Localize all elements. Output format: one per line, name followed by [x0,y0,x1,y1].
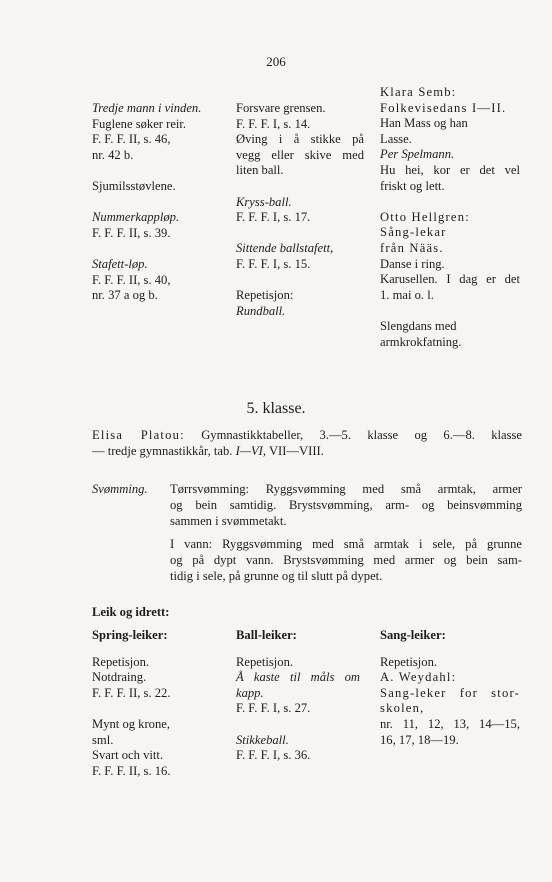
text-line: 16, 17, 18—19. [380,732,459,747]
text-line: Han Mass og han [380,116,468,131]
text-line: Hu hei, kor er det vel [380,162,520,177]
text-line: F. F. F. I, s. 14. [236,116,311,131]
spacer [236,273,364,289]
text-line: Tredje mann i vinden. [92,101,202,115]
spring-leiker-heading: Spring-leiker: [92,628,168,642]
reference-title: Gymnastikktabeller, 3.—5. klasse og 6.—8. klasse [201,428,523,442]
reference-line2: — tredje gymnastikkår, tab. [92,443,236,458]
reference-line2-end: VII—VIII. [266,443,324,458]
text-line: Folkevisedans I—II. [380,100,507,115]
reference-author: Elisa Platou: [92,428,185,442]
text-line: Sittende ballstafett, [236,241,334,256]
spacer [92,195,226,211]
text-line: kapp. [236,685,264,700]
games-column-1 [92,628,226,779]
text-line: Per Spelmann. [380,147,455,162]
text-line: 1. mai o. l. [380,287,434,302]
text-line: Forsvare grensen. [236,101,326,115]
text-line: F. F. F. II, s. 46, [92,132,171,147]
ball-leiker-heading: Ball-leiker: [236,628,297,642]
text-line: Nummerkappløp. [92,210,180,225]
swimming-paragraph-1 [170,482,522,529]
games-title: Leik og idrett: [92,605,170,619]
text-line: nr. 42 b. [92,147,134,162]
text-line: Stikkeball. [236,732,289,747]
text-line: från Nääs. [380,240,444,255]
text-line: Notdraing. [92,670,147,685]
sang-leiker-heading: Sang-leiker: [380,628,446,642]
text-line: vegg eller skive med [236,147,364,162]
text-line: Slengdans med [380,318,457,333]
page-number: 206 [266,54,286,69]
paragraph-line: og bein samtidig. Brystsvømming, arm- og beinsvømming [170,497,522,512]
text-line: Danse i ring. [380,256,445,271]
text-line: Repetisjon. [92,654,150,669]
swimming-paragraph-2 [170,537,522,584]
paragraph-line: Tørrsvømming: Ryggsvømming med små armtak, armer [170,482,522,496]
text-line: Sjumilsstøvlene. [92,178,176,193]
text-line: F. F. F. II, s. 39. [92,225,171,240]
text-line: F. F. F. I, s. 27. [236,701,311,716]
text-line: nr. 37 a og b. [92,288,158,303]
text-line: Stafett-løp. [92,256,148,271]
text-line: Karusellen. I dag er det [380,272,520,287]
games-column-2 [236,628,360,764]
text-line: Å kaste til måls om [236,670,360,685]
reference [92,428,522,460]
top-column-1 [92,101,226,304]
paragraph-line: I vann: Ryggsvømming med små armtak i sele, på grunne [170,537,522,551]
spacer [236,717,360,733]
text-line: Repetisjon. [380,654,438,669]
text-line: F. F. F. II, s. 40, [92,272,171,287]
text-line: Rundball. [236,303,286,318]
text-line: nr. 11, 12, 13, 14—15, [380,716,520,731]
text-line: sml. [92,732,114,747]
paragraph-line: og på dypt vann. Brystsvømming med armer og bein sam- [170,552,522,567]
spacer [92,163,226,179]
section-heading: 5. klasse. [246,400,306,417]
paragraph-line: sammen i svømmetakt. [170,513,287,528]
top-column-2 [236,101,364,319]
spacer [92,241,226,257]
spacer [236,179,364,195]
text-line: Otto Hellgren: [380,209,470,224]
text-line: Repetisjon. [236,654,294,669]
text-line: liten ball. [236,163,284,178]
top-column-3 [380,85,520,350]
swimming-label: Svømming. [92,482,148,496]
text-line: Øving i å stikke på [236,132,364,147]
text-line: Repetisjon: [236,288,294,303]
spacer [380,303,520,319]
text-line: Klara Semb: [380,85,457,99]
text-line: Kryss-ball. [236,194,292,209]
text-line: Lasse. [380,131,412,146]
spacer [236,226,364,242]
text-line: Sång-lekar [380,225,447,240]
text-line: Svart och vitt. [92,748,164,763]
text-line: F. F. F. II, s. 22. [92,685,171,700]
text-line: skolen, [380,701,425,716]
games-column-3 [380,628,520,748]
text-line: Mynt og krone, [92,716,171,731]
text-line: armkrokfatning. [380,334,462,349]
text-line: F. F. F. I, s. 15. [236,256,311,271]
paragraph-line: tidig i sele, på grunne og til slutt på dypet. [170,568,383,583]
reference-tables-italic: I—VI, [235,443,267,458]
text-line: friskt og lett. [380,178,445,193]
spacer [92,701,226,717]
text-line: F. F. F. I, s. 36. [236,748,311,763]
text-line: F. F. F. II, s. 16. [92,763,171,778]
spacer [380,194,520,210]
text-line: Sang-leker for stor- [380,685,520,700]
text-line: F. F. F. I, s. 17. [236,210,311,225]
text-line: A. Weydahl: [380,670,457,685]
text-line: Fuglene søker reir. [92,116,187,131]
